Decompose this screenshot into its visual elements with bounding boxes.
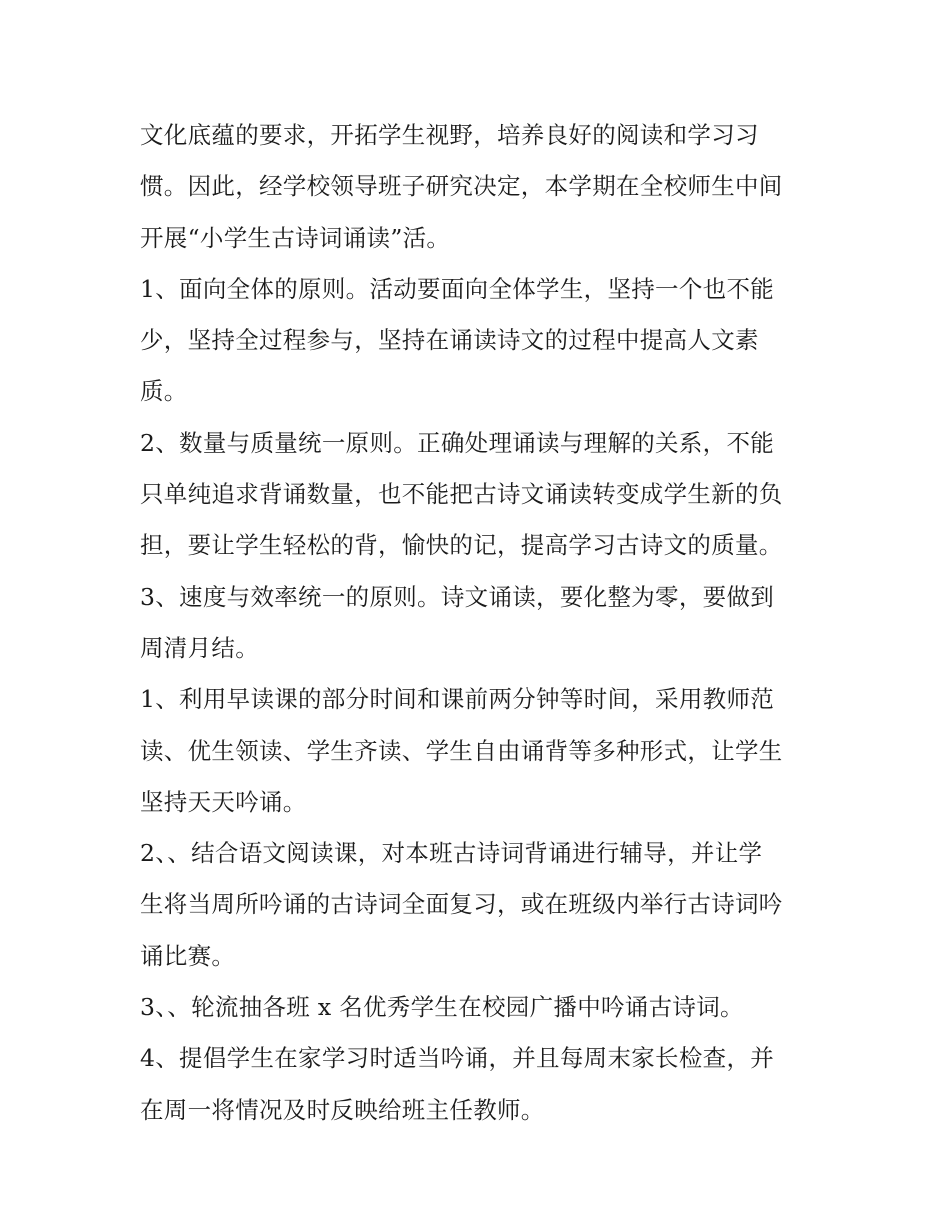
- text-line: 文化底蕴的要求，开拓学生视野，培养良好的阅读和学习习: [140, 121, 759, 149]
- text-line: 只单纯追求背诵数量，也不能把古诗文诵读转变成学生新的负: [140, 480, 783, 509]
- text-line: 1、利用早读课的部分时间和课前两分钟等时间，采用教师范: [140, 685, 775, 714]
- text-line: 担，要让学生轻松的背，愉快的记，提高学习古诗文的质量。: [140, 531, 783, 560]
- paragraph-intro: [140, 110, 820, 264]
- text-line: 2、数量与质量统一原则。正确处理诵读与理解的关系，不能: [140, 428, 775, 457]
- text-line: 周清月结。: [140, 633, 259, 662]
- paragraph-principle-3: [140, 572, 820, 675]
- paragraph-method-3: [140, 982, 820, 1033]
- paragraph-method-2: [140, 828, 820, 982]
- document-body: [140, 110, 820, 1136]
- paragraph-principle-2: [140, 418, 820, 572]
- text-line: 开展“小学生古诗词诵读”活。: [140, 223, 451, 252]
- text-line: 1、面向全体的原则。活动要面向全体学生，坚持一个也不能: [140, 274, 775, 303]
- text-line: 读、优生领读、学生齐读、学生自由诵背等多种形式，让学生: [140, 736, 783, 765]
- text-line: 惯。因此，经学校领导班子研究决定，本学期在全校师生中间: [140, 172, 783, 201]
- paragraph-method-4: [140, 1033, 820, 1136]
- text-line: 3、、轮流抽各班 x 名优秀学生在校园广播中吟诵古诗词。: [140, 993, 744, 1022]
- text-line: 坚持天天吟诵。: [140, 787, 307, 816]
- text-line: 2、、结合语文阅读课，对本班古诗词背诵进行辅导，并让学: [140, 839, 763, 868]
- text-line: 少，坚持全过程参与，坚持在诵读诗文的过程中提高人文素: [140, 326, 759, 355]
- paragraph-method-1: [140, 674, 820, 828]
- paragraph-principle-1: [140, 264, 820, 418]
- text-line: 4、提倡学生在家学习时适当吟诵，并且每周末家长检查，并: [140, 1044, 775, 1073]
- text-line: 诵比赛。: [140, 941, 236, 970]
- text-line: 在周一将情况及时反映给班主任教师。: [140, 1095, 545, 1124]
- text-line: 3、速度与效率统一的原则。诗文诵读，要化整为零，要做到: [140, 582, 775, 611]
- text-line: 质。: [140, 377, 188, 406]
- text-line: 生将当周所吟诵的古诗词全面复习，或在班级内举行古诗词吟: [140, 890, 783, 919]
